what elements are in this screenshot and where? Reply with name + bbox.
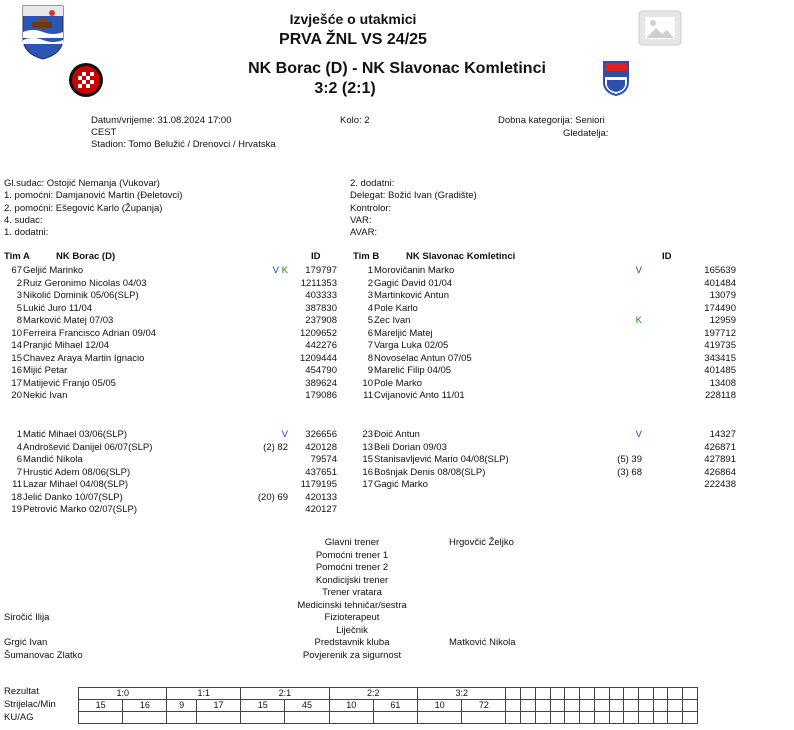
staff-right-name: Hrgovčić Željko [449, 537, 514, 548]
player-id: 179797 [305, 265, 337, 276]
score-table-row [79, 688, 698, 700]
competition-title: PRVA ŽNL VS 24/25 [279, 31, 427, 48]
score-cell-empty [535, 688, 550, 700]
official-line: Kontrolor: [350, 202, 392, 214]
ku-ag-cell [241, 712, 285, 724]
ku-ag-cell [565, 712, 580, 724]
player-id: 1209652 [300, 327, 337, 339]
player-number: 18 [11, 491, 22, 503]
player-name: Gagić David 01/04 [374, 277, 453, 289]
player-number: 10 [11, 327, 22, 339]
minute-cell: 72 [462, 700, 506, 712]
score-cell-empty [506, 688, 521, 700]
staff-left-name: Siročić Ilija [4, 612, 50, 623]
player-id: 197712 [704, 327, 736, 339]
ku-ag-cell [418, 712, 462, 724]
player-name: Mandić Nikola [23, 454, 83, 465]
ku-ag-cell [521, 712, 536, 724]
team-b-id-header: ID [662, 251, 672, 262]
player-number: 2 [16, 277, 22, 289]
minute-cell: 45 [285, 700, 329, 712]
player-id: 442276 [305, 340, 337, 351]
player-name: Pranjić Mihael 12/04 [23, 340, 110, 351]
team-a-label: Tim A [4, 251, 30, 262]
player-name: Novoselac Antun 07/05 [374, 352, 472, 364]
player-name: Đoić Antun [374, 429, 420, 440]
player-id: 222438 [704, 479, 736, 490]
staff-role: Povjerenik za sigurnost [302, 649, 402, 661]
ku-ag-cell [580, 712, 595, 724]
official-line: 4. sudac: [4, 214, 43, 226]
player-id: 174490 [704, 302, 736, 314]
staff-role: Glavni trener [324, 537, 380, 548]
player-name: Petrović Marko 02/07(SLP) [23, 504, 138, 515]
player-flags [622, 315, 642, 327]
player-id: 237908 [305, 315, 337, 326]
player-number: 11 [363, 390, 373, 401]
shooter-cell: 15 [241, 700, 285, 712]
player-name: Varga Luka 02/05 [374, 340, 449, 351]
player-name: Marelić Filip 04/05 [374, 365, 452, 376]
shooter-cell-empty [653, 700, 668, 712]
captain-flag: K [635, 315, 642, 326]
score-cell-empty [565, 688, 580, 700]
ku-ag-cell [462, 712, 506, 724]
player-id: 401484 [704, 277, 736, 289]
score-cell-empty [550, 688, 565, 700]
shooter-cell-empty [594, 700, 609, 712]
player-name: Beli Dorian 09/03 [374, 441, 447, 453]
score-row-label: KU/AG [4, 712, 34, 723]
score-table-row [79, 700, 698, 712]
shooter-cell-empty [506, 700, 521, 712]
minute-cell: 17 [196, 700, 240, 712]
goalkeeper-flag: V [635, 429, 642, 440]
player-name: Nekić Ivan [23, 390, 68, 401]
player-flags [268, 429, 288, 441]
official-line: Gl.sudac: Ostojić Nemanja (Vukovar) [4, 178, 160, 189]
staff-left-name: Šumanovac Zlatko [4, 649, 83, 661]
match-timezone: CEST [91, 127, 117, 138]
staff-role: Predstavnik kluba [314, 637, 390, 648]
player-id: 228118 [705, 390, 736, 401]
player-id: 1211353 [300, 277, 337, 289]
player-name: Stanisavljević Mario 04/08(SLP) [374, 454, 509, 465]
player-number: 8 [16, 315, 22, 326]
player-number: 13 [362, 441, 373, 453]
player-number: 17 [11, 377, 22, 389]
player-id: 401485 [704, 365, 736, 376]
player-number: 16 [11, 365, 22, 376]
ku-ag-cell [609, 712, 624, 724]
shooter-cell-empty [609, 700, 624, 712]
player-id: 437651 [305, 466, 337, 478]
spectators: Gledatelja: [563, 128, 609, 139]
shooter-cell-empty [521, 700, 536, 712]
player-name: Zec Ivan [374, 315, 411, 326]
score-row-label: Rezultat [4, 686, 39, 697]
document-title: Izvješće o utakmici [289, 11, 417, 27]
team-a-name: NK Borac (D) [56, 251, 116, 262]
player-id: 420127 [305, 504, 337, 515]
score-cell: 1:1 [167, 688, 241, 700]
substitution-info: (2) 82 [263, 441, 288, 453]
player-number: 17 [362, 479, 373, 490]
player-number: 20 [11, 390, 22, 401]
score-cell: 3:2 [418, 688, 506, 700]
player-id: 326656 [305, 429, 337, 440]
player-name: Bošnjak Denis 08/08(SLP) [374, 466, 486, 478]
shooter-cell-empty [683, 700, 698, 712]
match-stadium: Stadion: Tomo Belužić / Drenovci / Hrvatska [91, 139, 276, 150]
score-cell-empty [580, 688, 595, 700]
player-name: Geljić Marinko [23, 265, 84, 276]
player-id: 420133 [305, 491, 337, 503]
player-number: 7 [16, 466, 22, 478]
staff-role: Fizioterapeut [324, 612, 380, 623]
ku-ag-cell [79, 712, 123, 724]
ku-ag-cell [167, 712, 197, 724]
player-id: 426864 [704, 466, 736, 478]
shooter-cell: 10 [329, 700, 373, 712]
minute-cell: 16 [123, 700, 167, 712]
staff-role: Medicinski tehničar/sestra [297, 599, 407, 611]
player-name: Gagić Marko [374, 479, 428, 490]
ku-ag-cell [506, 712, 521, 724]
player-id: 419735 [704, 340, 736, 351]
player-id: 79574 [310, 454, 337, 465]
official-line: AVAR: [350, 227, 378, 239]
player-id: 387830 [305, 302, 337, 314]
shooter-cell-empty [535, 700, 550, 712]
player-number: 14 [11, 340, 22, 351]
score-cell-empty [594, 688, 609, 700]
player-name: Mijić Petar [23, 365, 68, 376]
goalkeeper-flag: V [281, 429, 288, 440]
ku-ag-cell [653, 712, 668, 724]
score-table [78, 687, 698, 724]
team-a-id-header: ID [311, 251, 321, 262]
player-id: 179086 [305, 390, 337, 401]
ku-ag-cell [638, 712, 653, 724]
player-name: Nikolić Dominik 05/06(SLP) [23, 290, 139, 301]
player-name: Lukić Juro 11/04 [23, 302, 93, 314]
player-id: 454790 [305, 365, 337, 376]
staff-role: Liječnik [336, 624, 368, 636]
player-number: 11 [12, 479, 22, 490]
staff-role: Pomoćni trener 2 [315, 562, 389, 573]
age-category: Dobna kategorija: Seniori [498, 115, 605, 126]
score-cell-empty [683, 688, 698, 700]
official-line: 2. pomoćni: Ešegović Karlo (Županja) [4, 202, 163, 214]
ku-ag-cell [285, 712, 329, 724]
match-round: Kolo: 2 [340, 115, 370, 126]
shooter-cell-empty [668, 700, 683, 712]
player-id: 426871 [704, 441, 736, 453]
shooter-cell: 15 [79, 700, 123, 712]
player-number: 1 [367, 265, 373, 276]
player-number: 5 [16, 302, 22, 314]
score-cell-empty [521, 688, 536, 700]
staff-role: Pomoćni trener 1 [315, 549, 389, 561]
official-line: Delegat: Božić Ivan (Gradište) [350, 190, 477, 202]
goalkeeper-flag: V [272, 265, 280, 276]
ku-ag-cell [624, 712, 639, 724]
shooter-cell-empty [624, 700, 639, 712]
player-name: Ferreira Francisco Adrian 09/04 [23, 327, 157, 339]
player-number: 8 [367, 352, 373, 364]
player-number: 10 [362, 377, 373, 389]
ku-ag-cell [329, 712, 373, 724]
ku-ag-cell [550, 712, 565, 724]
ku-ag-cell [594, 712, 609, 724]
player-name: Matić Mihael 03/06(SLP) [23, 429, 128, 440]
match-result: 3:2 (2:1) [314, 80, 376, 97]
ku-ag-cell [535, 712, 550, 724]
player-name: Androšević Danijel 06/07(SLP) [23, 441, 153, 453]
player-name: Pole Marko [374, 377, 423, 389]
score-cell-empty [638, 688, 653, 700]
player-id: 427891 [704, 454, 736, 465]
ku-ag-cell [668, 712, 683, 724]
score-cell: 1:0 [79, 688, 167, 700]
staff-role: Kondicijski trener [315, 574, 389, 586]
score-cell-empty [624, 688, 639, 700]
official-line: VAR: [350, 214, 372, 226]
shooter-cell: 9 [167, 700, 197, 712]
player-name: Pole Karlo [374, 302, 418, 314]
player-number: 16 [362, 466, 373, 478]
score-cell-empty [609, 688, 624, 700]
ku-ag-cell [373, 712, 417, 724]
player-number: 15 [362, 454, 373, 465]
player-flags [268, 265, 288, 277]
shooter-cell-empty [580, 700, 595, 712]
substitution-info: (3) 68 [617, 466, 642, 478]
player-name: Jelić Danko 10/07(SLP) [23, 491, 123, 503]
player-name: Hrustić Adem 08/06(SLP) [23, 466, 131, 478]
player-id: 14327 [709, 429, 736, 440]
player-name: Matijević Franjo 05/05 [23, 377, 116, 389]
player-name: Lazar Mihael 04/08(SLP) [23, 479, 129, 490]
shooter-cell-empty [550, 700, 565, 712]
ku-ag-cell [123, 712, 167, 724]
player-name: Ruiz Geronimo Nicolas 04/03 [23, 277, 147, 289]
official-line: 1. dodatni: [4, 227, 49, 239]
ku-ag-cell [196, 712, 240, 724]
player-number: 7 [367, 340, 373, 351]
match-datetime: Datum/vrijeme: 31.08.2024 17:00 [91, 115, 232, 126]
ku-ag-cell [683, 712, 698, 724]
player-number: 5 [367, 315, 373, 326]
player-number: 2 [367, 277, 373, 289]
player-id: 1179195 [300, 479, 337, 490]
player-name: Martinković Antun [374, 290, 449, 301]
player-name: Morovičanin Marko [374, 265, 455, 276]
score-cell-empty [668, 688, 683, 700]
captain-flag: K [281, 265, 288, 276]
player-number: 4 [16, 441, 22, 453]
score-cell-empty [653, 688, 668, 700]
official-line: 1. pomoćni: Damjanović Martin (Đeletovci) [4, 190, 183, 202]
team-b-label: Tim B [353, 251, 380, 262]
shooter-cell: 10 [418, 700, 462, 712]
player-name: Cvijanović Anto 11/01 [374, 390, 465, 401]
player-number: 6 [367, 327, 373, 339]
player-id: 13079 [709, 290, 736, 301]
player-id: 13408 [709, 377, 736, 389]
player-id: 420128 [305, 441, 337, 453]
player-id: 165639 [704, 265, 736, 276]
player-number: 4 [367, 302, 373, 314]
score-cell: 2:2 [329, 688, 417, 700]
player-name: Chavez Araya Martin Ignacio [23, 352, 145, 364]
player-flags [622, 265, 642, 277]
shooter-cell-empty [638, 700, 653, 712]
score-table-row [79, 712, 698, 724]
player-name: Marković Matej 07/03 [23, 315, 114, 326]
player-number: 1 [16, 429, 22, 440]
player-name: Mareljić Matej [374, 327, 433, 339]
player-number: 67 [11, 265, 22, 276]
substitution-info: (5) 39 [617, 454, 642, 465]
score-cell: 2:1 [241, 688, 329, 700]
goalkeeper-flag: V [635, 265, 642, 276]
player-id: 1209444 [300, 352, 337, 364]
staff-left-name: Grgić Ivan [4, 637, 48, 648]
player-id: 389624 [305, 377, 337, 389]
score-row-label: Strijelac/Min [4, 699, 56, 710]
player-id: 12959 [709, 315, 736, 326]
player-number: 15 [11, 352, 22, 364]
player-number: 6 [16, 454, 22, 465]
match-title: NK Borac (D) - NK Slavonac Komletinci [248, 60, 546, 77]
player-number: 19 [11, 504, 22, 515]
player-number: 3 [16, 290, 22, 301]
substitution-info: (20) 69 [257, 491, 288, 503]
staff-role: Trener vratara [322, 587, 382, 598]
team-b-name: NK Slavonac Komletinci [406, 251, 516, 262]
player-number: 9 [367, 365, 373, 376]
staff-right-name: Matković Nikola [449, 637, 516, 648]
player-id: 403333 [305, 290, 337, 301]
official-line: 2. dodatni: [350, 178, 395, 189]
minute-cell: 61 [373, 700, 417, 712]
player-number: 3 [367, 290, 373, 301]
player-number: 23 [362, 429, 373, 440]
player-id: 343415 [704, 352, 736, 364]
player-flags [622, 429, 642, 441]
shooter-cell-empty [565, 700, 580, 712]
